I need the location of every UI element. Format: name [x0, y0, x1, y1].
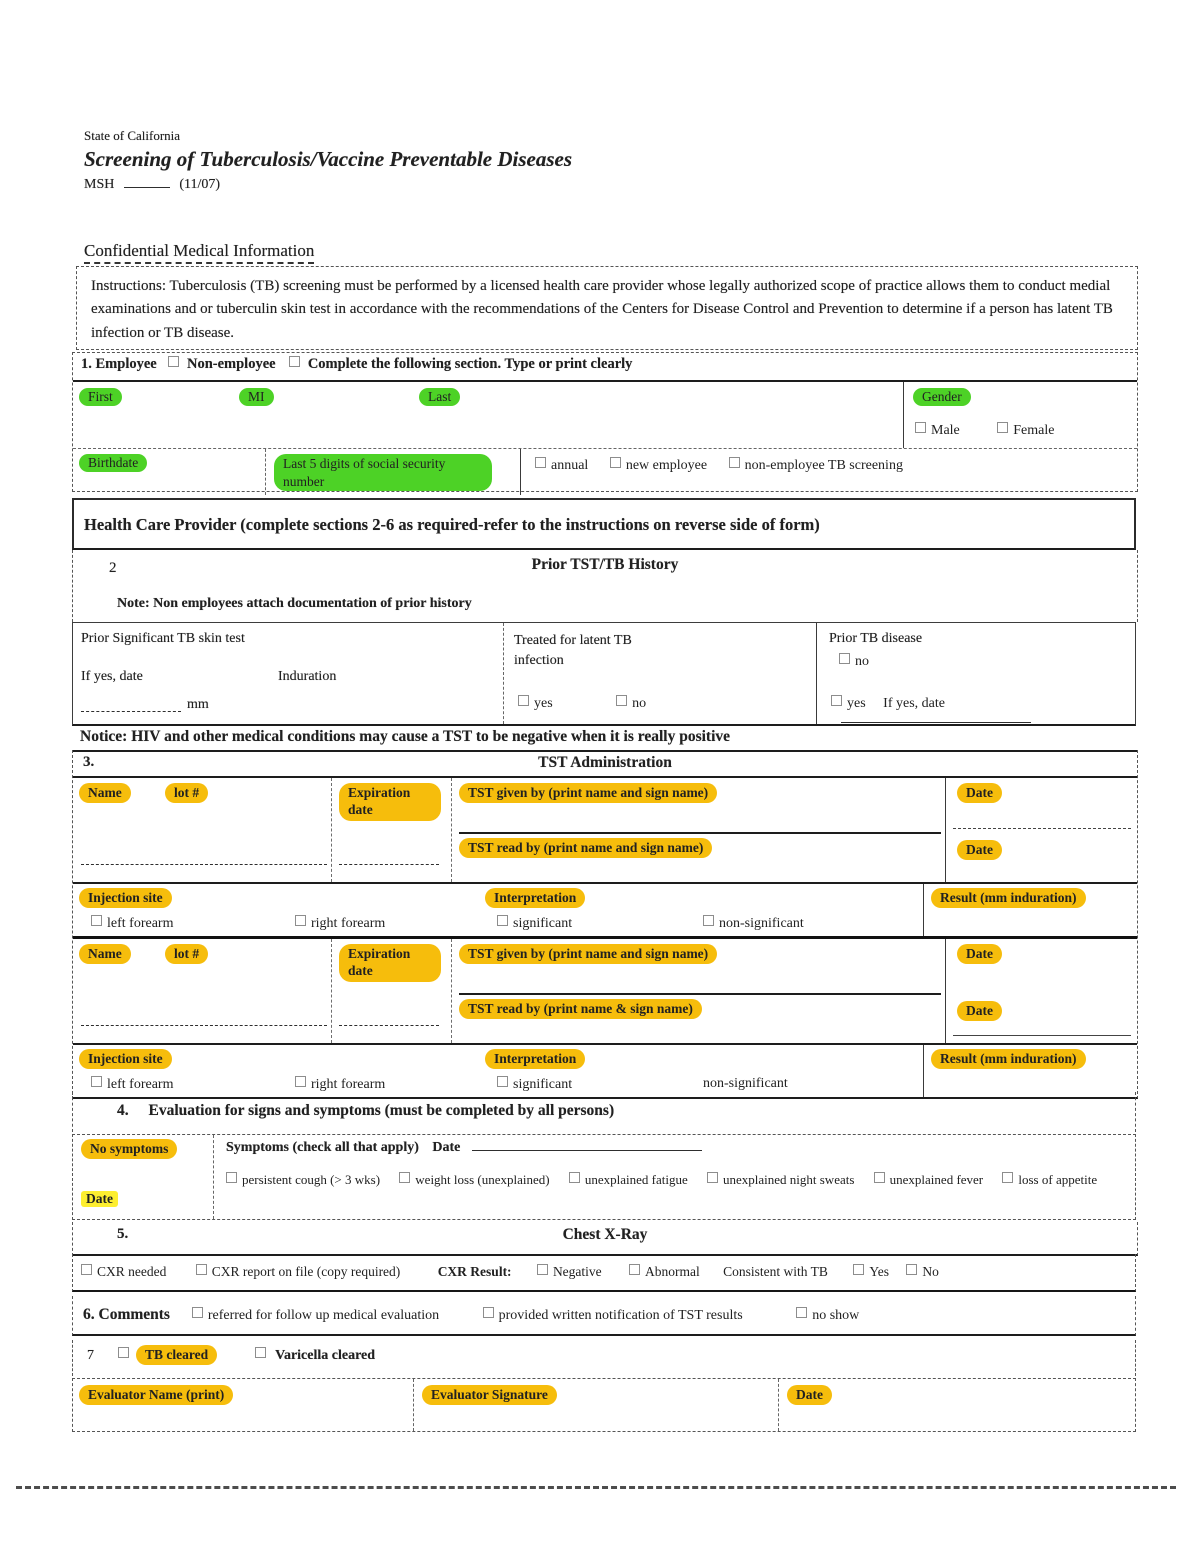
- tst1-given-date-line[interactable]: [953, 828, 1131, 829]
- tst1-given-by-sign-line[interactable]: [459, 832, 941, 834]
- checkbox-inj2-right-forearm[interactable]: [295, 1076, 306, 1087]
- msh-number-line[interactable]: [124, 185, 170, 188]
- section-7-number: 7: [87, 1348, 94, 1363]
- varicella-cleared-label: Varicella cleared: [275, 1348, 376, 1363]
- male-label: Male: [931, 423, 960, 438]
- checkbox-fatigue[interactable]: [569, 1172, 580, 1183]
- no-symptoms-cell: [73, 1135, 213, 1219]
- checkbox-night-sweats[interactable]: [707, 1172, 718, 1183]
- cxr-row: [72, 1254, 1136, 1292]
- symptom-fever-label: unexplained fever: [889, 1172, 984, 1187]
- tst1-read-by-label: TST read by (print name and sign name): [459, 838, 712, 858]
- checkbox-inj2-significant[interactable]: [497, 1076, 508, 1087]
- checkbox-inj1-significant[interactable]: [497, 915, 508, 926]
- section-2-title: Prior TST/TB History: [531, 556, 679, 573]
- checkbox-no-show[interactable]: [796, 1307, 807, 1318]
- if-yes-date-label: If yes, date: [81, 669, 143, 684]
- birthdate-label: Birthdate: [79, 454, 147, 472]
- checkbox-inj1-left-forearm[interactable]: [91, 915, 102, 926]
- gender-label: Gender: [913, 388, 971, 406]
- inj1-non-significant-label: non-significant: [719, 916, 804, 931]
- tst2-divider-1: [331, 939, 332, 1043]
- inj2-result-label: Result (mm induration): [931, 1049, 1086, 1069]
- section-5-title: Chest X-Ray: [562, 1226, 648, 1243]
- section-7-row: [72, 1340, 1136, 1376]
- injection-row-1: [73, 882, 1137, 936]
- checkbox-cxr-needed[interactable]: [81, 1264, 92, 1275]
- msh-revision: (11/07): [179, 177, 221, 192]
- birthdate-row: [73, 449, 1137, 495]
- checkbox-new-employee[interactable]: [610, 457, 621, 468]
- tst2-read-date-line[interactable]: [953, 1035, 1131, 1036]
- inj2-site-label: Injection site: [79, 1049, 172, 1069]
- gender-cell-divider: [903, 382, 904, 448]
- section-5-header: [72, 1222, 1138, 1256]
- symptoms-date-line[interactable]: [472, 1148, 702, 1151]
- birthdate-cell: [73, 449, 265, 495]
- symptom-appetite-label: loss of appetite: [1018, 1172, 1098, 1187]
- tst2-lot-label: lot #: [165, 944, 208, 964]
- skin-test-date-line[interactable]: [81, 709, 181, 712]
- tst2-given-by-sign-line[interactable]: [459, 993, 941, 995]
- section-3-header: [73, 750, 1137, 778]
- treated-latent-label: Treated for latent TB infection: [514, 633, 632, 668]
- name-gender-row: [73, 382, 1137, 449]
- tst1-date-divider: [945, 778, 946, 882]
- tst1-expiration-label: Expiration date: [339, 783, 441, 821]
- section-2-detail: [72, 622, 1136, 726]
- mm-label: mm: [187, 697, 209, 712]
- tst2-name-line[interactable]: [81, 1023, 327, 1026]
- symptom-weight-loss-label: weight loss (unexplained): [415, 1172, 550, 1187]
- inj1-significant-label: significant: [513, 916, 573, 931]
- tst2-read-date-label: Date: [957, 1001, 1002, 1021]
- tst1-name-label: Name: [79, 783, 131, 803]
- inj2-non-significant-label: non-significant: [703, 1076, 788, 1091]
- checkbox-non-employee-screening[interactable]: [729, 457, 740, 468]
- instructions-text: Instructions: Tuberculosis (TB) screening must be performed by a licensed health care provider whose legally authorized scope of practice allows them to conduct medial examinations and or tuberculin skin test in accordance with the recommendations of the Centers for Disease Control and Prevention to determine if a person has latent TB infection or TB disease.: [91, 278, 1113, 341]
- prior-skin-test-label: Prior Significant TB skin test: [81, 631, 245, 646]
- inj1-site-label: Injection site: [79, 888, 172, 908]
- section-3-title: TST Administration: [538, 754, 672, 771]
- section-5-number: 5.: [117, 1226, 129, 1242]
- section-4-box: [72, 1134, 1136, 1220]
- checkbox-tb-cleared[interactable]: [118, 1347, 129, 1358]
- checkbox-written-notification[interactable]: [483, 1307, 494, 1318]
- inj1-result-label: Result (mm induration): [931, 888, 1086, 908]
- section-2-header: [72, 550, 1138, 622]
- inj2-interpretation-label: Interpretation: [485, 1049, 585, 1069]
- checkbox-varicella-cleared[interactable]: [255, 1347, 266, 1358]
- evaluator-name-label: Evaluator Name (print): [79, 1385, 233, 1405]
- new-employee-label: new employee: [625, 458, 708, 473]
- checkbox-inj1-non-significant[interactable]: [703, 915, 714, 926]
- inj1-result-divider: [923, 884, 924, 936]
- written-notification-label: provided written notification of TST results: [498, 1308, 743, 1323]
- section-2-note: Note: Non employees attach documentation of prior history: [117, 596, 472, 611]
- tst2-read-by-label: TST read by (print name & sign name): [459, 999, 702, 1019]
- symptom-fatigue-label: unexplained fatigue: [584, 1172, 688, 1187]
- checkbox-inj1-right-forearm[interactable]: [295, 915, 306, 926]
- inj2-right-forearm-label: right forearm: [311, 1077, 386, 1092]
- treated-no-label: no: [632, 696, 647, 711]
- tst2-divider-2: [451, 939, 452, 1043]
- section-4-number: 4.: [117, 1102, 129, 1119]
- cxr-result-label: CXR Result:: [437, 1264, 512, 1279]
- tst1-divider-2: [451, 778, 452, 882]
- symptom-night-sweats-label: unexplained night sweats: [722, 1172, 855, 1187]
- tst1-read-date-label: Date: [957, 840, 1002, 860]
- tst2-date-divider: [945, 939, 946, 1043]
- checkbox-cough[interactable]: [226, 1172, 237, 1183]
- disease-if-yes-label: If yes, date: [883, 696, 945, 711]
- tst2-expiration-label: Expiration date: [339, 944, 441, 982]
- tst-block-1: [73, 778, 1137, 882]
- no-symptoms-date-label: Date: [81, 1191, 118, 1207]
- comments-label: Comments: [98, 1306, 170, 1323]
- tst1-name-line[interactable]: [81, 862, 327, 865]
- checkbox-treated-yes[interactable]: [518, 695, 529, 706]
- section-1-header: [73, 353, 1137, 382]
- cxr-negative-label: Negative: [552, 1264, 602, 1279]
- checkbox-weight-loss[interactable]: [399, 1172, 410, 1183]
- complete-section-label: Complete the following section. Type or print clearly: [307, 356, 633, 372]
- tst1-expiration-line[interactable]: [339, 862, 439, 865]
- hiv-notice: Notice: HIV and other medical conditions may cause a TST to be negative when it is really positive: [80, 728, 731, 745]
- symptom-cough-label: persistent cough (> 3 wks): [242, 1172, 381, 1187]
- prior-disease-label: Prior TB disease: [829, 631, 923, 646]
- screening-type-cell: [520, 449, 1137, 495]
- section-3-number: 3.: [83, 754, 95, 770]
- gender-options: [915, 422, 1054, 439]
- evaluator-signature-cell: [413, 1379, 778, 1431]
- treated-latent-cell: [503, 623, 816, 724]
- section-4-titlebar: [72, 1092, 1136, 1132]
- cxr-abnormal-label: Abnormal: [645, 1264, 700, 1279]
- checkbox-fever[interactable]: [874, 1172, 885, 1183]
- ssn-label: Last 5 digits of social security number: [274, 454, 492, 491]
- checkbox-cxr-yes[interactable]: [853, 1264, 864, 1275]
- section-6-number: 6.: [83, 1306, 95, 1323]
- prior-disease-cell: [816, 623, 1135, 724]
- inj2-result-divider: [923, 1045, 924, 1097]
- evaluator-signature-label: Evaluator Signature: [422, 1385, 557, 1405]
- tst1-given-date-label: Date: [957, 783, 1002, 803]
- checkbox-cxr-abnormal[interactable]: [629, 1264, 640, 1275]
- last-name-label: Last: [419, 388, 460, 406]
- treated-yes-label: yes: [534, 696, 553, 711]
- checkbox-disease-yes[interactable]: [831, 695, 842, 706]
- hcp-banner: [72, 498, 1136, 550]
- section-3: [72, 750, 1138, 1099]
- referred-label: referred for follow up medical evaluation: [207, 1308, 440, 1323]
- no-show-label: no show: [812, 1308, 860, 1323]
- injection-row-2: [73, 1043, 1137, 1097]
- first-name-label: First: [79, 388, 122, 406]
- disease-no-label: no: [855, 654, 869, 669]
- inj1-interpretation-label: Interpretation: [485, 888, 585, 908]
- state-label: State of California: [84, 128, 181, 143]
- checkbox-female[interactable]: [997, 422, 1008, 433]
- no-symptoms-label: No symptoms: [81, 1139, 177, 1159]
- tst1-given-by-label: TST given by (print name and sign name): [459, 783, 717, 803]
- symptoms-header-label: Symptoms (check all that apply): [226, 1140, 419, 1155]
- annual-label: annual: [551, 458, 589, 473]
- employee-label: 1. Employee: [81, 356, 157, 372]
- tst1-divider-1: [331, 778, 332, 882]
- disease-date-line[interactable]: [841, 720, 1031, 723]
- checkbox-annual[interactable]: [535, 457, 546, 468]
- section-1: [72, 352, 1138, 492]
- female-label: Female: [1013, 423, 1055, 438]
- induration-label: Induration: [278, 669, 337, 684]
- msh-label: MSH: [84, 177, 115, 192]
- tb-cleared-label: TB cleared: [136, 1345, 217, 1365]
- cxr-needed-label: CXR needed: [97, 1264, 167, 1279]
- evaluator-date-cell: [778, 1379, 1135, 1431]
- checkbox-employee[interactable]: [168, 356, 179, 367]
- tst2-expiration-line[interactable]: [339, 1023, 439, 1026]
- checkbox-inj2-left-forearm[interactable]: [91, 1076, 102, 1087]
- prior-skin-test-cell: [73, 623, 503, 724]
- non-employee-screening-label: non-employee TB screening: [744, 458, 903, 473]
- checkbox-non-employee[interactable]: [289, 356, 300, 367]
- checkbox-male[interactable]: [915, 422, 926, 433]
- checkbox-cxr-report[interactable]: [196, 1264, 207, 1275]
- ssn-cell: [265, 449, 520, 495]
- inj2-left-forearm-label: left forearm: [107, 1077, 174, 1092]
- tst1-lot-label: lot #: [165, 783, 208, 803]
- hcp-header-text: Health Care Provider (complete sections 2-6 as required-refer to the instructions on reverse side of form): [84, 515, 820, 534]
- scan-artifact-line: [16, 1486, 1176, 1489]
- checkbox-appetite[interactable]: [1002, 1172, 1013, 1183]
- checkbox-cxr-no[interactable]: [906, 1264, 917, 1275]
- form-title: Screening of Tuberculosis/Vaccine Preventable Diseases: [84, 147, 573, 171]
- checkbox-disease-no[interactable]: [839, 653, 850, 664]
- tst2-name-label: Name: [79, 944, 131, 964]
- confidential-heading: Confidential Medical Information: [84, 241, 314, 264]
- inj2-significant-label: significant: [513, 1077, 573, 1092]
- tst2-given-by-label: TST given by (print name and sign name): [459, 944, 717, 964]
- symptoms-cell: [213, 1135, 1135, 1219]
- section-2-number: 2: [109, 560, 117, 576]
- cxr-consistent-label: Consistent with TB: [723, 1264, 828, 1279]
- tst-block-2: [73, 936, 1137, 1043]
- cxr-no-label: No: [922, 1264, 939, 1279]
- non-employee-label: Non-employee: [186, 356, 276, 372]
- checkbox-cxr-negative[interactable]: [537, 1264, 548, 1275]
- instructions-box: [76, 266, 1138, 350]
- cxr-report-label: CXR report on file (copy required): [211, 1264, 401, 1279]
- checkbox-referred[interactable]: [192, 1307, 203, 1318]
- evaluator-row: [72, 1378, 1136, 1432]
- evaluator-name-cell: [73, 1379, 413, 1431]
- treated-options: [518, 695, 646, 712]
- form-header: [84, 128, 572, 193]
- inj1-right-forearm-label: right forearm: [311, 916, 386, 931]
- comments-row: [72, 1296, 1136, 1336]
- cxr-yes-label: Yes: [869, 1264, 889, 1279]
- section-4-title: Evaluation for signs and symptoms (must be completed by all persons): [148, 1102, 615, 1119]
- disease-yes-label: yes: [847, 696, 866, 711]
- tst2-given-date-label: Date: [957, 944, 1002, 964]
- middle-initial-label: MI: [239, 388, 274, 406]
- checkbox-treated-no[interactable]: [616, 695, 627, 706]
- inj1-left-forearm-label: left forearm: [107, 916, 174, 931]
- symptoms-date-label: Date: [432, 1140, 461, 1155]
- evaluator-date-label: Date: [787, 1385, 832, 1405]
